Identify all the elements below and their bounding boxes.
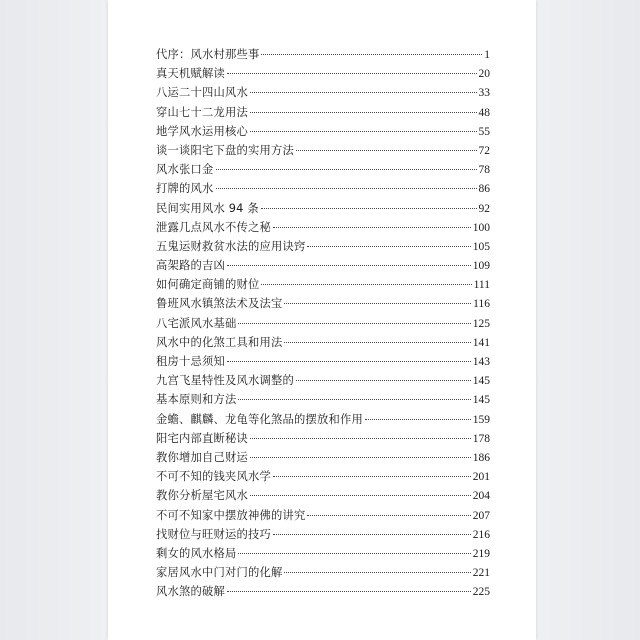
toc-dot-leader	[365, 419, 471, 420]
toc-entry-title: 风水中的化煞工具和用法	[156, 335, 283, 349]
toc-entry[interactable]	[156, 199, 490, 218]
toc-entry-page-number: 145	[472, 375, 490, 388]
toc-entry-page-number: 109	[472, 260, 490, 273]
toc-dot-leader	[261, 284, 471, 285]
toc-entry-page-number: 111	[473, 279, 490, 292]
toc-dot-leader	[307, 515, 470, 516]
toc-entry-title: 教你增加自己财运	[156, 450, 248, 464]
toc-entry-page-number: 221	[472, 567, 490, 580]
toc-entry-title: 真天机赋解读	[156, 67, 225, 81]
toc-entry-title: 高架路的吉凶	[156, 259, 225, 273]
toc-entry[interactable]	[156, 141, 490, 160]
toc-dot-leader	[273, 476, 471, 477]
toc-dot-leader	[261, 54, 482, 55]
toc-entry-title: 教你分析屋宅风水	[156, 489, 248, 503]
toc-entry-page-number: 178	[472, 432, 490, 445]
toc-entry[interactable]	[156, 506, 490, 525]
toc-entry-title: 不可不知家中摆放神佛的讲究	[156, 508, 306, 522]
toc-entry[interactable]	[156, 371, 490, 390]
toc-entry-page-number: 78	[478, 164, 490, 177]
toc-entry[interactable]	[156, 410, 490, 429]
toc-entry[interactable]	[156, 64, 490, 83]
toc-entry[interactable]	[156, 275, 490, 294]
toc-entry[interactable]	[156, 525, 490, 544]
toc-entry-page-number: 219	[472, 547, 490, 560]
toc-entry[interactable]	[156, 45, 490, 64]
toc-dot-leader	[227, 73, 477, 74]
toc-entry[interactable]	[156, 544, 490, 563]
toc-entry[interactable]	[156, 448, 490, 467]
toc-entry-page-number: 105	[472, 240, 490, 253]
toc-entry-page-number: 207	[472, 509, 490, 522]
toc-entry[interactable]	[156, 83, 490, 102]
toc-dot-leader	[284, 303, 471, 304]
toc-entry-page-number: 143	[472, 356, 490, 368]
toc-entry-title: 谈一谈阳宅下盘的实用方法	[156, 143, 294, 157]
toc-dot-leader	[250, 495, 471, 496]
toc-entry[interactable]	[156, 582, 490, 601]
toc-entry-page-number: 20	[478, 68, 490, 81]
toc-entry-title: 代序：风水村那些事	[156, 48, 260, 61]
toc-dot-leader	[307, 246, 470, 247]
toc-entry-page-number: 72	[478, 144, 490, 157]
toc-entry[interactable]	[156, 333, 490, 352]
toc-entry-page-number: 204	[472, 490, 490, 503]
toc-entry[interactable]	[156, 486, 490, 505]
toc-entry-page-number: 92	[478, 202, 490, 215]
toc-entry-page-number: 141	[472, 336, 490, 349]
toc-entry-page-number: 33	[478, 87, 490, 100]
toc-entry-title: 风水张口金	[156, 163, 214, 177]
toc-dot-leader	[216, 188, 477, 189]
toc-entry[interactable]	[156, 467, 490, 486]
toc-entry-title: 民间实用风水 94 条	[156, 201, 259, 215]
toc-entry-title: 五鬼运财救贫水法的应用诀窍	[156, 239, 306, 253]
toc-entry-title: 家居风水中门对门的化解	[156, 566, 283, 580]
toc-entry[interactable]	[156, 160, 490, 179]
toc-entry-title: 剩女的风水格局	[156, 546, 237, 560]
toc-entry-page-number: 201	[472, 471, 490, 484]
toc-entry-page-number: 86	[478, 183, 490, 196]
toc-entry-page-number: 225	[472, 586, 490, 599]
toc-dot-leader	[250, 112, 477, 113]
toc-dot-leader	[296, 150, 477, 151]
toc-entry[interactable]	[156, 237, 490, 256]
toc-entry-page-number: 216	[472, 528, 490, 541]
toc-entry[interactable]	[156, 179, 490, 198]
toc-entry-title: 阳宅内部直断秘诀	[156, 431, 248, 445]
toc-entry[interactable]	[156, 314, 490, 333]
toc-dot-leader	[238, 553, 470, 554]
toc-dot-leader	[296, 380, 471, 381]
toc-entry-title: 八宅派风水基础	[156, 316, 237, 330]
toc-entry[interactable]	[156, 563, 490, 582]
toc-entry-title: 穿山七十二龙用法	[156, 105, 248, 119]
toc-entry-page-number: 125	[472, 317, 490, 330]
toc-entry[interactable]	[156, 256, 490, 275]
toc-dot-leader	[261, 208, 477, 209]
toc-entry[interactable]	[156, 218, 490, 237]
toc-entry[interactable]	[156, 390, 490, 409]
toc-entry-title: 找财位与旺财运的技巧	[156, 527, 271, 541]
toc-entry-title: 租房十忌须知	[156, 355, 225, 368]
toc-dot-leader	[238, 323, 470, 324]
toc-entry-title: 金蟾、麒麟、龙龟等化煞品的摆放和作用	[156, 412, 363, 426]
toc-entry[interactable]	[156, 103, 490, 122]
toc-entry-title: 泄露几点风水不传之秘	[156, 220, 271, 234]
toc-entry-page-number: 1	[484, 49, 490, 61]
toc-entry-page-number: 48	[478, 106, 490, 119]
toc-dot-leader	[216, 169, 477, 170]
toc-entry-page-number: 116	[473, 298, 490, 311]
toc-entry[interactable]	[156, 122, 490, 141]
toc-dot-leader	[250, 438, 471, 439]
toc-dot-leader	[284, 572, 470, 573]
toc-entry-title: 九宫飞星特性及风水调整的	[156, 374, 294, 388]
toc-entry-title: 八运二十四山风水	[156, 86, 248, 100]
table-of-contents	[156, 45, 490, 601]
toc-dot-leader	[250, 131, 477, 132]
toc-dot-leader	[284, 342, 470, 343]
toc-entry[interactable]	[156, 429, 490, 448]
toc-dot-leader	[250, 457, 471, 458]
toc-dot-leader	[227, 265, 471, 266]
toc-dot-leader	[227, 361, 471, 362]
toc-dot-leader	[273, 227, 471, 228]
toc-entry-title: 地学风水运用核心	[156, 124, 248, 138]
toc-dot-leader	[238, 399, 470, 400]
toc-entry-page-number: 159	[472, 413, 490, 426]
toc-entry-page-number: 145	[472, 394, 490, 407]
toc-dot-leader	[250, 92, 477, 93]
toc-dot-leader	[273, 534, 471, 535]
toc-entry-page-number: 186	[472, 451, 490, 464]
toc-entry-title: 鲁班风水镇煞法术及法宝	[156, 297, 283, 311]
toc-entry-title: 不可不知的钱夹风水学	[156, 470, 271, 484]
toc-entry-page-number: 100	[472, 221, 490, 234]
toc-entry-title: 基本原则和方法	[156, 393, 237, 407]
document-page	[108, 0, 536, 640]
toc-entry-page-number: 55	[478, 125, 490, 138]
toc-entry-title: 如何确定商铺的财位	[156, 278, 260, 292]
toc-entry[interactable]	[156, 352, 490, 371]
toc-entry[interactable]	[156, 294, 490, 313]
toc-dot-leader	[227, 591, 471, 592]
toc-entry-title: 打牌的风水	[156, 182, 214, 196]
toc-entry-title: 风水煞的破解	[156, 585, 225, 599]
